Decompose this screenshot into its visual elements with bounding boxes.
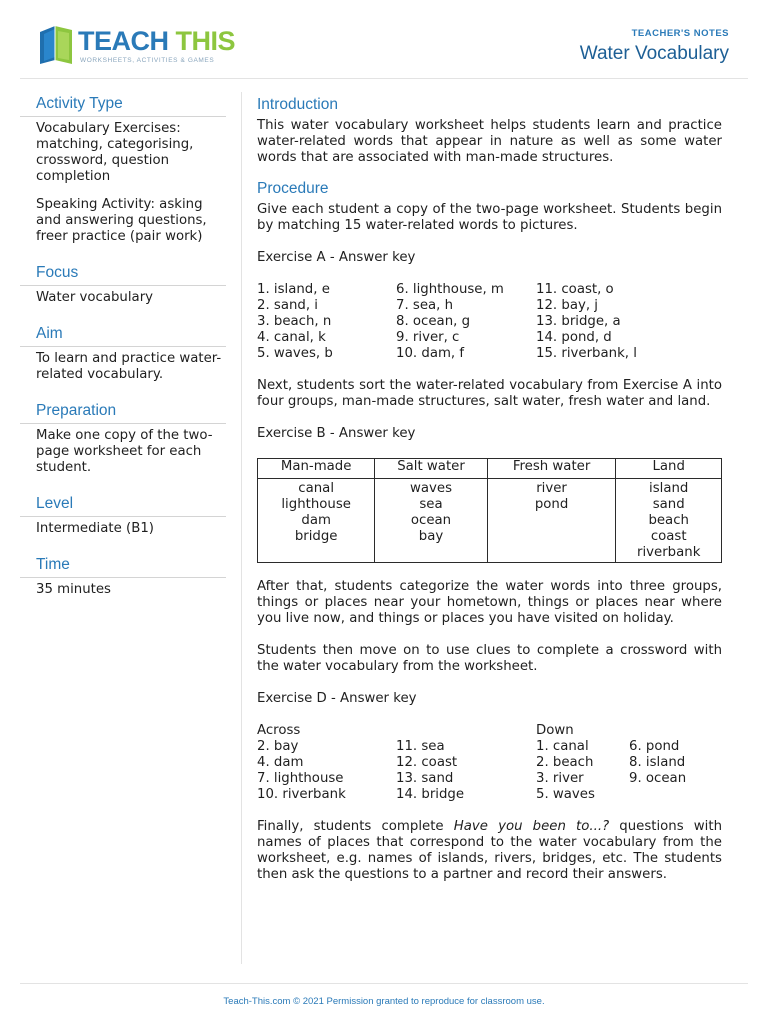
- answer-key-item: 9. ocean: [629, 771, 687, 786]
- answer-key-item: 4. dam: [257, 755, 304, 770]
- answer-key-item: 12. bay, j: [536, 298, 598, 313]
- answer-key-item: 2. beach: [536, 755, 594, 770]
- level-section: [20, 492, 226, 537]
- cell-word: dam: [301, 513, 331, 528]
- level-text: Intermediate (B1): [36, 521, 154, 536]
- column-header-salt-water: Salt water: [375, 459, 487, 479]
- table-row: [258, 479, 722, 563]
- column-header-fresh-water: Fresh water: [487, 459, 616, 479]
- answer-key-item: 9. river, c: [396, 330, 460, 345]
- procedure-paragraph-3: After that, students categorize the water words into three groups, things or places near your hometown, things or places near where you live now, and things or places you have visited on holiday.: [257, 579, 722, 626]
- logo-tagline: WORKSHEETS, ACTIVITIES & GAMES: [80, 57, 215, 64]
- level-heading: Level: [20, 492, 226, 517]
- down-label: Down: [536, 723, 574, 738]
- answer-key-item: 15. riverbank, l: [536, 346, 637, 361]
- cell-word: sand: [652, 497, 685, 512]
- across-label: Across: [257, 723, 301, 738]
- cell-word: river: [536, 481, 567, 496]
- answer-key-item: 7. sea, h: [396, 298, 454, 313]
- teachers-notes-label: TEACHER'S NOTES: [631, 28, 729, 39]
- logo-wordmark: [78, 26, 235, 57]
- sidebar: [20, 92, 226, 614]
- cell-word: pond: [534, 497, 569, 512]
- procedure-paragraph-4: Students then move on to use clues to complete a crossword with the water vocabulary from the worksheet.: [257, 643, 722, 674]
- answer-key-item: 11. coast, o: [536, 282, 614, 297]
- answer-key-item: 8. island: [629, 755, 686, 770]
- cell-word: canal: [298, 481, 335, 496]
- activity-type-heading: Activity Type: [20, 92, 226, 117]
- preparation-heading: Preparation: [20, 399, 226, 424]
- answer-key-item: 5. waves: [536, 787, 595, 802]
- exercise-b-table: [257, 458, 722, 563]
- answer-key-item: 6. pond: [629, 739, 680, 754]
- page-header: [0, 0, 768, 78]
- aim-text: To learn and practice water-related vocabulary.: [36, 351, 222, 382]
- column-header-land: Land: [616, 459, 722, 479]
- time-section: [20, 553, 226, 598]
- cell-word: lighthouse: [281, 497, 351, 512]
- cell-word: island: [649, 481, 689, 496]
- footer-copyright: Teach-This.com © 2021 Permission granted to reproduce for classroom use.: [223, 996, 545, 1007]
- salt-water-cell: [375, 479, 487, 563]
- procedure-paragraph-2: Next, students sort the water-related vocabulary from Exercise A into four groups, man-made structures, salt water, fresh water and land.: [257, 378, 722, 409]
- answer-key-item: 4. canal, k: [257, 330, 326, 345]
- fresh-water-cell: [487, 479, 616, 563]
- aim-heading: Aim: [20, 322, 226, 347]
- teach-this-logo: [36, 24, 236, 70]
- final-text-italic: Have you been to...?: [453, 819, 610, 834]
- answer-key-item: 6. lighthouse, m: [396, 282, 504, 297]
- cell-word: ocean: [410, 513, 452, 528]
- answer-key-item: 3. beach, n: [257, 314, 332, 329]
- cell-word: beach: [648, 513, 689, 528]
- answer-key-item: 14. bridge: [396, 787, 465, 802]
- page-title: Water Vocabulary: [579, 43, 729, 64]
- preparation-section: [20, 399, 226, 476]
- exercise-a-label: Exercise A - Answer key: [257, 250, 416, 265]
- answer-key-item: 10. riverbank: [257, 787, 346, 802]
- answer-key-item: 1. canal: [536, 739, 589, 754]
- logo-word-this: THIS: [175, 26, 236, 56]
- answer-key-item: 12. coast: [396, 755, 458, 770]
- activity-type-text-2: Speaking Activity: asking and answering questions, freer practice (pair work): [36, 197, 207, 244]
- cell-word: bay: [418, 529, 444, 544]
- man-made-cell: [258, 479, 375, 563]
- answer-key-item: 7. lighthouse: [257, 771, 344, 786]
- column-divider: [241, 92, 242, 964]
- exercise-b-label: Exercise B - Answer key: [257, 426, 416, 441]
- procedure-heading: Procedure: [257, 180, 329, 197]
- land-cell: [616, 479, 722, 563]
- preparation-text: Make one copy of the two-page worksheet for each student.: [36, 428, 213, 475]
- exercise-d-label: Exercise D - Answer key: [257, 691, 417, 706]
- table-header-row: [258, 459, 722, 479]
- final-text-start: Finally, students complete: [257, 819, 454, 834]
- introduction-text: This water vocabulary worksheet helps students learn and practice water-related words that appear in nature as well as some water words that are associated with man-made structures.: [257, 118, 722, 165]
- cell-word: waves: [410, 481, 453, 496]
- answer-key-item: [629, 787, 722, 803]
- cell-word: sea: [419, 497, 443, 512]
- answer-key-item: 3. river: [536, 771, 584, 786]
- answer-key-item: 8. ocean, g: [396, 314, 471, 329]
- introduction-heading: Introduction: [257, 96, 338, 113]
- answer-key-item: 2. bay: [257, 739, 299, 754]
- cell-word: riverbank: [637, 545, 701, 560]
- focus-text: Water vocabulary: [36, 290, 154, 305]
- footer-divider: [20, 983, 748, 984]
- final-text-end: questions with names of places that correspond to the water vocabulary from the worksheet, e.g. names of islands, rivers, bridges, etc. The students then ask the questions to a partner and record their answers.: [257, 819, 723, 882]
- exercise-d-answer-key: [257, 723, 722, 803]
- answer-key-item: 14. pond, d: [536, 330, 612, 345]
- focus-section: [20, 261, 226, 306]
- answer-key-item: 1. island, e: [257, 282, 330, 297]
- column-header-man-made: Man-made: [258, 459, 375, 479]
- activity-type-section: [20, 92, 226, 245]
- procedure-paragraph-final: [257, 819, 722, 883]
- focus-heading: Focus: [20, 261, 226, 286]
- book-logo-icon: [36, 24, 76, 66]
- header-divider: [20, 78, 748, 79]
- answer-key-item: 13. bridge, a: [536, 314, 621, 329]
- exercise-a-answer-key: [257, 282, 722, 362]
- answer-key-item: 13. sand: [396, 771, 454, 786]
- time-heading: Time: [20, 553, 226, 578]
- main-content: [257, 92, 722, 883]
- answer-key-item: 11. sea: [396, 739, 445, 754]
- cell-word: coast: [650, 529, 687, 544]
- aim-section: [20, 322, 226, 383]
- activity-type-text-1: Vocabulary Exercises: matching, categorising, crossword, question completion: [36, 121, 194, 184]
- procedure-paragraph-1: Give each student a copy of the two-page worksheet. Students begin by matching 15 water-related words to pictures.: [257, 202, 722, 233]
- time-text: 35 minutes: [36, 582, 111, 597]
- answer-key-item: 2. sand, i: [257, 298, 319, 313]
- answer-key-item: 10. dam, f: [396, 346, 465, 361]
- logo-word-teach: TEACH: [78, 26, 169, 56]
- cell-word: bridge: [294, 529, 338, 544]
- answer-key-item: 5. waves, b: [257, 346, 333, 361]
